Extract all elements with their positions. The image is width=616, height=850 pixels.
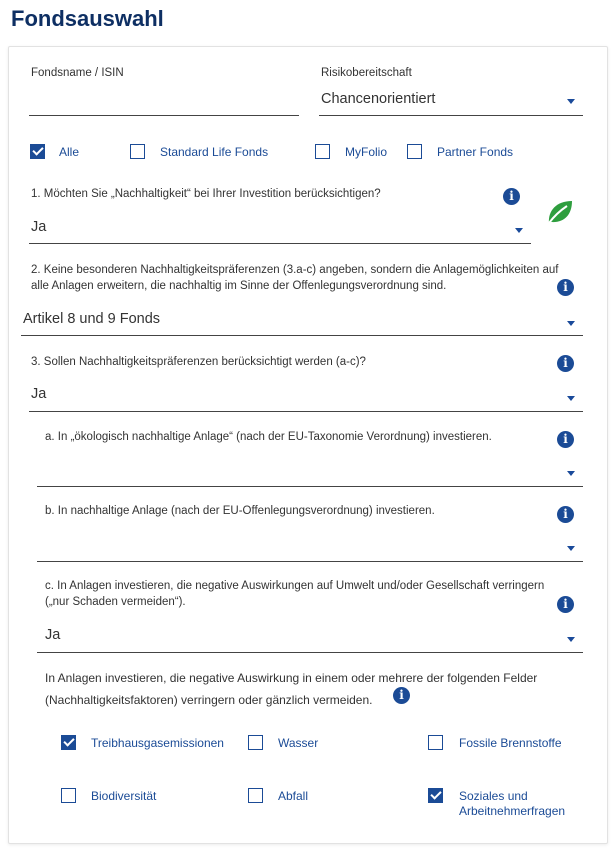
q2-underline xyxy=(21,335,583,336)
q2-select[interactable] xyxy=(21,305,583,335)
factor-wasser-checkbox[interactable] xyxy=(248,735,263,750)
chevron-down-icon xyxy=(567,637,575,642)
info-icon[interactable]: i xyxy=(503,188,520,205)
q1-value: Ja xyxy=(31,219,47,235)
qa-select[interactable] xyxy=(37,457,583,487)
q1-underline xyxy=(29,243,531,244)
filter-myfolio-label[interactable]: MyFolio xyxy=(345,145,388,159)
info-icon[interactable]: i xyxy=(557,596,574,613)
qc-select[interactable] xyxy=(37,622,583,652)
qc-underline xyxy=(37,652,583,653)
factor-abfall-checkbox[interactable] xyxy=(248,788,263,803)
q2-text-line1: 2. Keine besonderen Nachhaltigkeitspräferenzen (3.a-c) angeben, sondern die Anlagemöglichkeiten auf xyxy=(31,264,559,276)
qa-underline xyxy=(37,486,583,487)
filter-standard-life-label[interactable]: Standard Life Fonds xyxy=(160,145,269,159)
info-icon[interactable]: i xyxy=(557,431,574,448)
qa-text: a. In „ökologisch nachhaltige Anlage“ (nach der EU-Taxonomie Verordnung) investieren. xyxy=(45,431,492,443)
qc-text-line2: („nur Schaden vermeiden“). xyxy=(45,596,186,608)
factors-text-line2: (Nachhaltigkeitsfaktoren) verringern oder gänzlich vermeiden. xyxy=(45,693,373,707)
info-icon[interactable]: i xyxy=(557,279,574,296)
factor-fossile-checkbox[interactable] xyxy=(428,735,443,750)
factor-biodiversitaet-checkbox[interactable] xyxy=(61,788,76,803)
info-icon[interactable]: i xyxy=(393,687,410,704)
info-icon[interactable]: i xyxy=(557,506,574,523)
q1-text: 1. Möchten Sie „Nachhaltigkeit“ bei Ihrer Investition berücksichtigen? xyxy=(31,188,381,200)
factor-abfall-label[interactable]: Abfall xyxy=(278,789,309,803)
filter-alle-label[interactable]: Alle xyxy=(59,145,80,159)
filter-myfolio-checkbox[interactable] xyxy=(315,144,330,159)
risiko-select[interactable] xyxy=(319,85,583,115)
factor-soziales-checkbox[interactable] xyxy=(428,788,443,803)
fondsname-input[interactable] xyxy=(29,81,299,115)
q3-select[interactable] xyxy=(29,381,583,411)
filter-partner-checkbox[interactable] xyxy=(407,144,422,159)
fund-selection-card xyxy=(8,46,608,844)
factor-treibhaus-checkbox[interactable] xyxy=(61,735,76,750)
factor-treibhaus-label[interactable]: Treibhausgasemissionen xyxy=(91,736,224,750)
qc-value: Ja xyxy=(45,627,61,643)
page-title: Fondsauswahl xyxy=(11,6,164,31)
chevron-down-icon xyxy=(567,471,575,476)
filter-partner-label[interactable]: Partner Fonds xyxy=(437,145,514,159)
q3-value: Ja xyxy=(31,386,47,402)
qb-text: b. In nachhaltige Anlage (nach der EU-Offenlegungsverordnung) investieren. xyxy=(45,505,435,517)
filter-alle-checkbox[interactable] xyxy=(30,144,45,159)
factor-soziales-label-line2[interactable]: Arbeitnehmerfragen xyxy=(459,804,566,818)
chevron-down-icon xyxy=(567,396,575,401)
chevron-down-icon xyxy=(567,546,575,551)
factor-biodiversitaet-label[interactable]: Biodiversität xyxy=(91,789,157,803)
qb-select[interactable] xyxy=(37,532,583,562)
factors-text-line1: In Anlagen investieren, die negative Auswirkung in einem oder mehrere der folgenden Felder xyxy=(45,671,538,685)
leaf-icon xyxy=(545,198,575,226)
fondsname-underline xyxy=(29,115,299,116)
info-icon[interactable]: i xyxy=(557,355,574,372)
q3-text: 3. Sollen Nachhaltigkeitspräferenzen berücksichtigt werden (a-c)? xyxy=(31,356,366,368)
q2-text-line2: alle Anlagen erweitern, die nachhaltig im Sinne der Offenlegungsverordnung sind. xyxy=(31,280,447,292)
chevron-down-icon xyxy=(567,99,575,104)
fondsname-label: Fondsname / ISIN xyxy=(31,67,124,79)
risiko-underline xyxy=(319,115,583,116)
chevron-down-icon xyxy=(515,228,523,233)
factor-wasser-label[interactable]: Wasser xyxy=(278,736,319,750)
q3-underline xyxy=(29,411,583,412)
factor-fossile-label[interactable]: Fossile Brennstoffe xyxy=(459,736,562,750)
chevron-down-icon xyxy=(567,321,575,326)
factor-soziales-label[interactable]: Soziales und xyxy=(459,789,528,803)
qc-text-line1: c. In Anlagen investieren, die negative Auswirkungen auf Umwelt und/oder Gesellschaft verringern xyxy=(45,580,545,592)
filter-standard-life-checkbox[interactable] xyxy=(130,144,145,159)
risiko-value: Chancenorientiert xyxy=(321,91,436,107)
qb-underline xyxy=(37,561,583,562)
q2-value: Artikel 8 und 9 Fonds xyxy=(23,311,161,327)
q1-select[interactable] xyxy=(29,213,531,243)
risiko-label: Risikobereitschaft xyxy=(321,67,412,79)
